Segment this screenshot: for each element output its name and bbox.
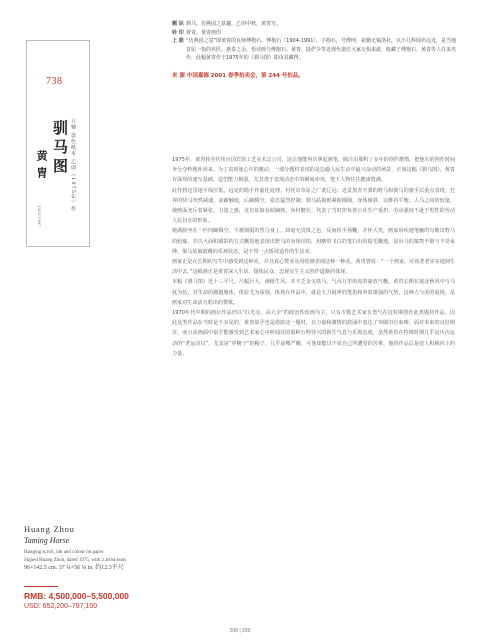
essay-paragraph: 此作将这里地平线压低，远处的骑手作虚化处理，衬托出草原之广袤辽远；近景黑青不驯的野马和驯马的骑手以重点表现，狂奔的快马突然减速，前蹄触地，后蹄腾空，姿态猛烈控制；驯马姑娘则紧握缰绳，身体倾斜，以维持平衡。人马之间的较量，使画面充斥着紧张、力量之感，这位姑娘看似娴熟，身材健壮，代表了当时担负着公社生产重担、劳动强度不逊于男性的劳动人民妇女的形象。 bbox=[172, 187, 455, 225]
meta-label: 钤 印 bbox=[172, 29, 184, 36]
estimate-usd: USD: 652,200–797,100 bbox=[24, 603, 98, 610]
lot-number: 738 bbox=[46, 76, 63, 87]
essay-paragraph: 本幅《驯马图》近十三平尺，尺幅巨大，满纸生风，并不乏金戈铁马、气吞万里如虎的豪放气概，黄胄长期在塞北秋风中与马抚为伍，对生命的激越躯体，体验尤为深刻，体现在作品中，就是大刀阔斧的笔墨和奔放雄强的气势，这种力与美的展现，是画家对生命活力唱出的赞歌。 bbox=[172, 279, 455, 306]
essay-paragraph: 1970年代中期的画坛作品仍以“红光亮、高大全”的政治性绘画为主，只有少数艺术家有勇气在这时期创作此类题材作品，因此这类作品在当时是不多见的。黄胄似乎也是借助这一题材，在力量和激情的鼓涌中表达了突破旧有束缚、面对未来的良好期许，而且从画面中似乎能感受到艺术家心中听闻往的那种万物待兴的新生气息与乐观态度，虽然黄胄在特殊时期几乎是历次运动的“老运动员”，尤其是“穿靴子”的帽子，几乎前噬严嗨，可他却能以不该自己所遭受的苦难，他的作品总是给人积极向上的力量。 bbox=[172, 310, 455, 357]
essay-paragraph: 她满脸坐在一匹四蹄腾空、不被驯服的烈马身上，却毫无畏惧之色，反而挥手扬鞭，并怀大笑，画家用疾速笔触的勾勒出野马的轮廓，并以大面积刷彩的方式概括地表现出野马的身体结构，用略带飞白的笔扫出的鬃毛飘逸，显出马的桀骜不驯与不受束缚，驯马姑娘披戴的乐观状态，是不带一点矫揉造作的生活美。 bbox=[172, 228, 455, 255]
page-numbers: 208 | 209 bbox=[229, 628, 251, 634]
artwork-title-en: Taming Horse bbox=[24, 536, 70, 545]
meta-label: 上 款 bbox=[172, 38, 184, 44]
meta-value: “仿燕园之意”即黄胄的良师傅抱石。傅抱石（1904-1991），字抱石，号傅珂，祖籍无锡洛社，以小儿科闻名远近，是当地首屈一指的名医。惠泰之余，悟诗画与傅抱石、黄胄、陆俨少等近现代诸位大家交相来游，收藏了傅抱石、黄胄等人许多杰作，此幅黄胄作于1975年的《驯马图》即由其藏得。 bbox=[186, 38, 457, 61]
meta-row-inscription bbox=[172, 20, 457, 29]
meta-row-seals bbox=[172, 29, 457, 38]
estimate-divider bbox=[24, 586, 58, 587]
essay-text bbox=[172, 155, 455, 359]
metadata-block bbox=[172, 20, 457, 63]
meta-value: 黄胄、黄胄画印 bbox=[186, 29, 222, 36]
essay-paragraph: 画家正是在长期的写生中感受到这种美，并且真心赞美及用绘画表现这种一种美。黄胄曾说：“一个画家，应该老老实实地到生活中去。”这幅画正是黄胄深入生活、提炼民众、忠现实生主义创作道路的体现。 bbox=[172, 259, 455, 276]
artwork-details bbox=[24, 549, 126, 573]
dimensions: 96×142.5 cm. 37 ¾×56 ⅛ in. 约12.3平尺 bbox=[24, 565, 124, 571]
vertical-medium: 立轴 设色纸本 乙卯（1975年）作 bbox=[70, 118, 76, 212]
meta-row-dedication bbox=[172, 37, 457, 63]
vertical-title: 驯马图 bbox=[51, 120, 69, 177]
vertical-artist: 黄胄 bbox=[35, 150, 48, 184]
essay-paragraph: 1975年，黄胄转至钓鱼台国宾馆工艺美术总公司，这让他能再次拿起画笔，倾注出那积了多年的创作激情，把他失的创作时间争分夺秒地补回来。为了表现他心中的激动，一部分题材表现的是边疆人民生活中最兴奋动的场景，正如这幅《驯马图》。黄胄有深厚的速写基础，造型能力极强，尤其善于表现动态中的瞬间冲突，笔下人物往往健康饱满。 bbox=[172, 157, 455, 184]
artist-name-en: Huang Zhou bbox=[24, 524, 75, 534]
medium-line: Hanging scroll, ink and colour on paper bbox=[24, 550, 104, 555]
meta-label: 题 识 bbox=[172, 21, 184, 27]
meta-value: 驯马。仿燕园之意趣。乙卯中秋，黄胄写。 bbox=[186, 21, 282, 27]
provenance-note: 来 源 中国嘉德 2001 春季拍卖会，第 244 号拍品。 bbox=[172, 73, 304, 79]
estimate-rmb: RMB: 4,500,000–5,500,000 bbox=[24, 591, 129, 601]
artist-dates: 1925-1997 bbox=[37, 205, 42, 227]
signature-line: Signed Huang Zhou, dated 1975, with 2 artist seals bbox=[24, 557, 127, 563]
